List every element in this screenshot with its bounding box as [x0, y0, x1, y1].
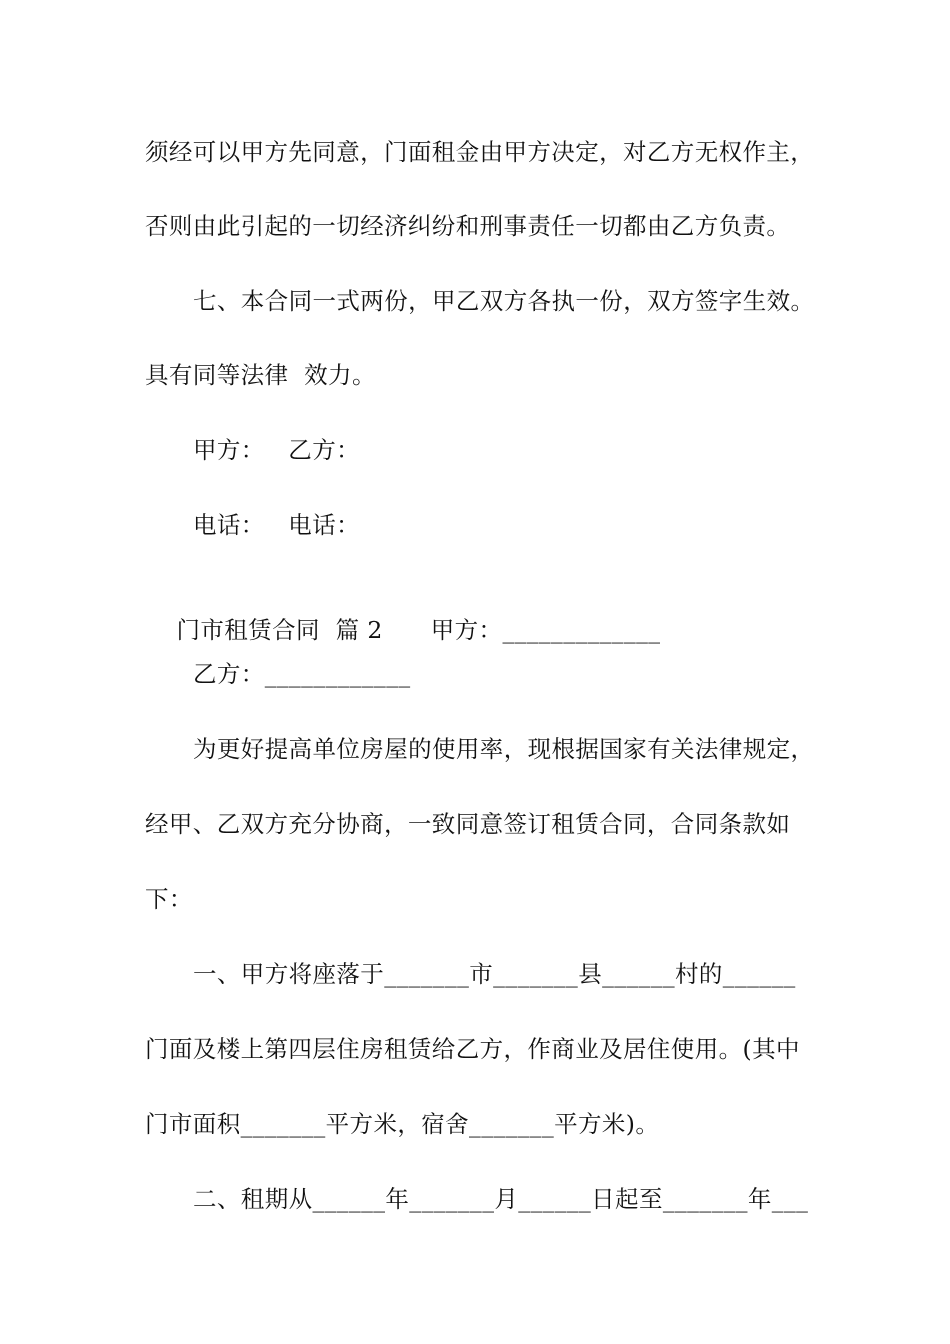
clause-one-line: 一、甲方将座落于_______市_______县______村的______ — [193, 960, 796, 988]
paragraph-line: 具有同等法律 效力。 — [145, 361, 376, 389]
paragraph-line: 经甲、乙双方充分协商，一致同意签订租赁合同，合同条款如 — [145, 810, 791, 838]
paragraph-line: 下： — [145, 885, 193, 913]
party-signature-line: 甲方： 乙方： — [193, 436, 361, 464]
party-a-field: 甲方：_____________ — [430, 616, 661, 644]
paragraph-line: 门面及楼上第四层住房租赁给乙方，作商业及居住使用。(其中 — [145, 1035, 800, 1063]
paragraph-line: 须经可以甲方先同意，门面租金由甲方决定，对乙方无权作主， — [145, 138, 815, 166]
paragraph-line: 门市面积_______平方米，宿舍_______平方米)。 — [145, 1110, 660, 1138]
phone-line: 电话： 电话： — [193, 511, 361, 539]
party-b-field: 乙方：____________ — [193, 660, 411, 688]
paragraph-line: 为更好提高单位房屋的使用率，现根据国家有关法律规定， — [193, 735, 815, 763]
section-title: 门市租赁合同 篇 2 — [176, 616, 383, 644]
paragraph-line: 否则由此引起的一切经济纠纷和刑事责任一切都由乙方负责。 — [145, 212, 791, 240]
clause-seven-line: 七、本合同一式两份，甲乙双方各执一份，双方签字生效。 — [193, 287, 815, 315]
clause-two-line: 二、租期从______年_______月______日起至_______年___ — [193, 1185, 809, 1213]
